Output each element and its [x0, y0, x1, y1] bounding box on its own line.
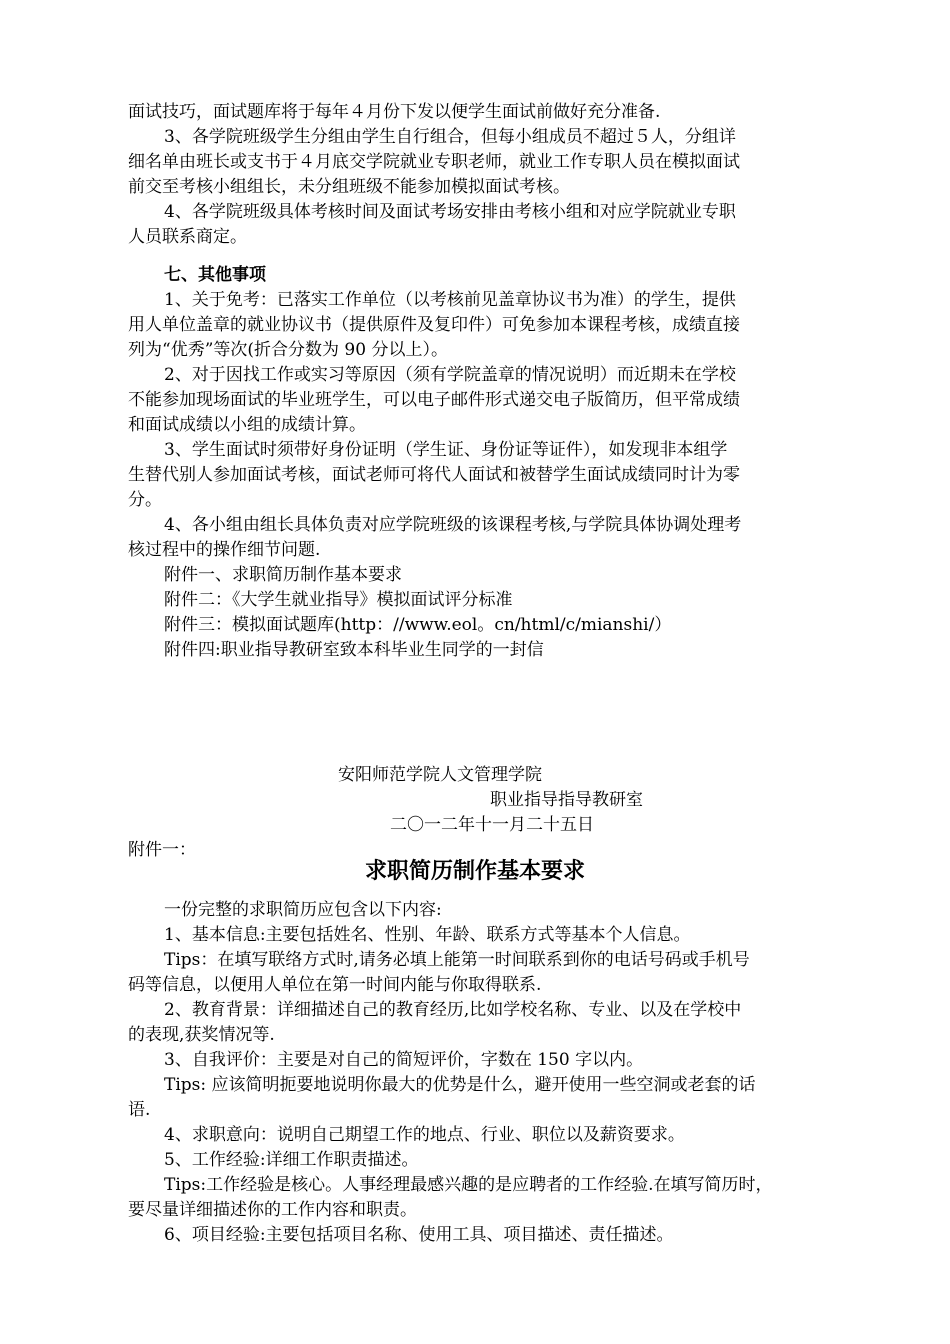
paragraph-line: 不能参加现场面试的毕业班学生，可以电子邮件形式递交电子版简历，但平常成绩	[128, 390, 740, 410]
signature-org: 安阳师范学院人文管理学院	[338, 765, 542, 785]
paragraph-line: 码等信息，以便用人单位在第一时间内能与你取得联系.	[128, 975, 542, 995]
paragraph-line: 4、各学院班级具体考核时间及面试考场安排由考核小组和对应学院就业专职	[164, 202, 736, 222]
paragraph-line: 2、对于因找工作或实习等原因（须有学院盖章的情况说明）而近期未在学校	[164, 365, 736, 385]
paragraph-line: 2、教育背景：详细描述自己的教育经历,比如学校名称、专业、以及在学校中	[164, 1000, 742, 1020]
signature-date: 二〇一二年十一月二十五日	[390, 815, 594, 835]
paragraph-line: 3、各学院班级学生分组由学生自行组合，但每小组成员不超过５人，分组详	[164, 127, 736, 147]
paragraph-line: Tips：在填写联络方式时,请务必填上能第一时间联系到你的电话号码或手机号	[164, 950, 750, 970]
paragraph-line: 用人单位盖章的就业协议书（提供原件及复印件）可免参加本课程考核，成绩直接	[128, 315, 740, 335]
attachment-item: 附件二：《大学生就业指导》模拟面试评分标准	[164, 590, 513, 610]
paragraph-line: 1、基本信息:主要包括姓名、性别、年龄、联系方式等基本个人信息。	[164, 925, 691, 945]
appendix-title: 求职简历制作基本要求	[364, 859, 585, 884]
paragraph-line: 核过程中的操作细节问题.	[128, 540, 321, 560]
paragraph-line: 面试技巧，面试题库将于每年４月份下发以便学生面试前做好充分准备.	[128, 102, 661, 122]
attachment-item: 附件四:职业指导教研室致本科毕业生同学的一封信	[164, 640, 544, 660]
paragraph-line: 1、关于免考：已落实工作单位（以考核前见盖章协议书为准）的学生，提供	[164, 290, 736, 310]
paragraph-line: 3、学生面试时须带好身份证明（学生证、身份证等证件），如发现非本组学	[164, 440, 728, 460]
signature-dept: 职业指导指导教研室	[490, 790, 643, 810]
paragraph-line: 要尽量详细描述你的工作内容和职责。	[128, 1200, 417, 1220]
paragraph-line: 人员联系商定。	[128, 227, 247, 247]
paragraph-line: Tips:工作经验是核心。人事经理最感兴趣的是应聘者的工作经验.在填写简历时，	[164, 1175, 773, 1195]
paragraph-line: 一份完整的求职简历应包含以下内容:	[164, 900, 442, 920]
paragraph-line: 3、自我评价：主要是对自己的简短评价，字数在 150 字以内。	[164, 1050, 644, 1070]
paragraph-line: Tips: 应该简明扼要地说明你最大的优势是什么，避开使用一些空洞或老套的话	[164, 1075, 756, 1095]
attachment-item: 附件一、求职简历制作基本要求	[164, 565, 402, 585]
paragraph-line: 的表现,获奖情况等.	[128, 1025, 275, 1045]
paragraph-line: 6、项目经验:主要包括项目名称、使用工具、项目描述、责任描述。	[164, 1225, 674, 1245]
paragraph-line: 分。	[128, 490, 162, 510]
appendix-label: 附件一：	[128, 840, 196, 860]
paragraph-line: 和面试成绩以小组的成绩计算。	[128, 415, 366, 435]
paragraph-line: 前交至考核小组组长，未分组班级不能参加模拟面试考核。	[128, 177, 570, 197]
paragraph-line: 语.	[128, 1100, 151, 1120]
section-heading: 七、其他事项	[164, 265, 266, 285]
paragraph-line: 列为“优秀”等次(折合分数为 90 分以上）。	[128, 340, 448, 360]
paragraph-line: 4、求职意向：说明自己期望工作的地点、行业、职位以及薪资要求。	[164, 1125, 685, 1145]
paragraph-line: 4、各小组由组长具体负责对应学院班级的该课程考核,与学院具体协调处理考	[164, 515, 742, 535]
paragraph-line: 生替代别人参加面试考核，面试老师可将代人面试和被替学生面试成绩同时计为零	[128, 465, 740, 485]
paragraph-line: 5、工作经验:详细工作职责描述。	[164, 1150, 419, 1170]
attachment-item: 附件三：模拟面试题库(http：//www.eol。cn/html/c/mianshi/）	[164, 615, 672, 635]
paragraph-line: 细名单由班长或支书于４月底交学院就业专职老师，就业工作专职人员在模拟面试	[128, 152, 740, 172]
